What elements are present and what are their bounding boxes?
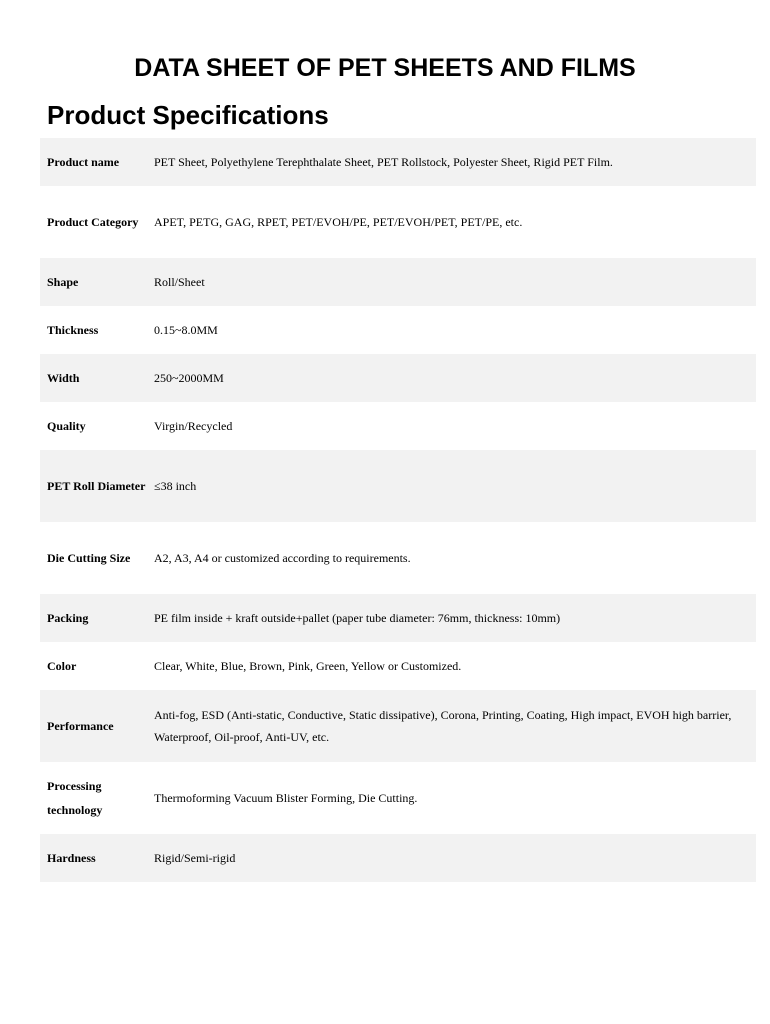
spec-value: PET Sheet, Polyethylene Terephthalate Sheet, PET Rollstock, Polyester Sheet, Rigid PET Film. (151, 138, 756, 186)
spec-label: Processing technology (47, 779, 103, 817)
spec-label: Width (40, 354, 151, 402)
spec-value: A2, A3, A4 or customized according to requirements. (154, 551, 411, 565)
spec-label: Die Cutting Size (47, 551, 131, 565)
spec-table (40, 138, 756, 882)
spec-row-processing-technology (40, 762, 756, 834)
spec-value: APET, PETG, GAG, RPET, PET/EVOH/PE, PET/EVOH/PET, PET/PE, etc. (154, 215, 523, 229)
spec-row-thickness (40, 306, 756, 354)
spec-value: Rigid/Semi-rigid (151, 834, 756, 882)
spec-value: Thermoforming Vacuum Blister Forming, Die Cutting. (154, 791, 418, 805)
spec-value: Roll/Sheet (151, 258, 756, 306)
spec-label: Product name (40, 138, 151, 186)
spec-label: PET Roll Diameter (40, 450, 151, 522)
spec-row-quality (40, 402, 756, 450)
spec-value: Clear, White, Blue, Brown, Pink, Green, Yellow or Customized. (154, 659, 462, 673)
document-title: DATA SHEET OF PET SHEETS AND FILMS (134, 54, 636, 82)
spec-row-product-name (40, 138, 756, 186)
spec-value: 250~2000MM (151, 354, 756, 402)
spec-value: ≤38 inch (151, 450, 756, 522)
spec-label: Color (47, 659, 77, 673)
section-title: Product Specifications (47, 100, 329, 130)
spec-value: Anti-fog, ESD (Anti-static, Conductive, Static dissipative), Corona, Printing, Coating, High impact, EVOH high barrier, Waterproof, Oil-proof, Anti-UV, etc. (151, 690, 756, 762)
spec-row-color (40, 642, 756, 690)
spec-row-packing (40, 594, 756, 642)
spec-value: 0.15~8.0MM (154, 323, 218, 337)
spec-label: Quality (47, 419, 86, 433)
spec-row-hardness (40, 834, 756, 882)
spec-label: Packing (40, 594, 151, 642)
spec-row-die-cutting-size (40, 522, 756, 594)
spec-label: Thickness (47, 323, 99, 337)
spec-row-width (40, 354, 756, 402)
spec-label: Hardness (40, 834, 151, 882)
spec-row-pet-roll-diameter (40, 450, 756, 522)
spec-label: Shape (40, 258, 151, 306)
spec-row-product-category (40, 186, 756, 258)
spec-value: PE film inside + kraft outside+pallet (paper tube diameter: 76mm, thickness: 10mm) (151, 594, 756, 642)
spec-row-performance (40, 690, 756, 762)
spec-value: Virgin/Recycled (154, 419, 233, 433)
spec-label: Performance (40, 690, 151, 762)
spec-label: Product Category (47, 215, 139, 229)
spec-row-shape (40, 258, 756, 306)
